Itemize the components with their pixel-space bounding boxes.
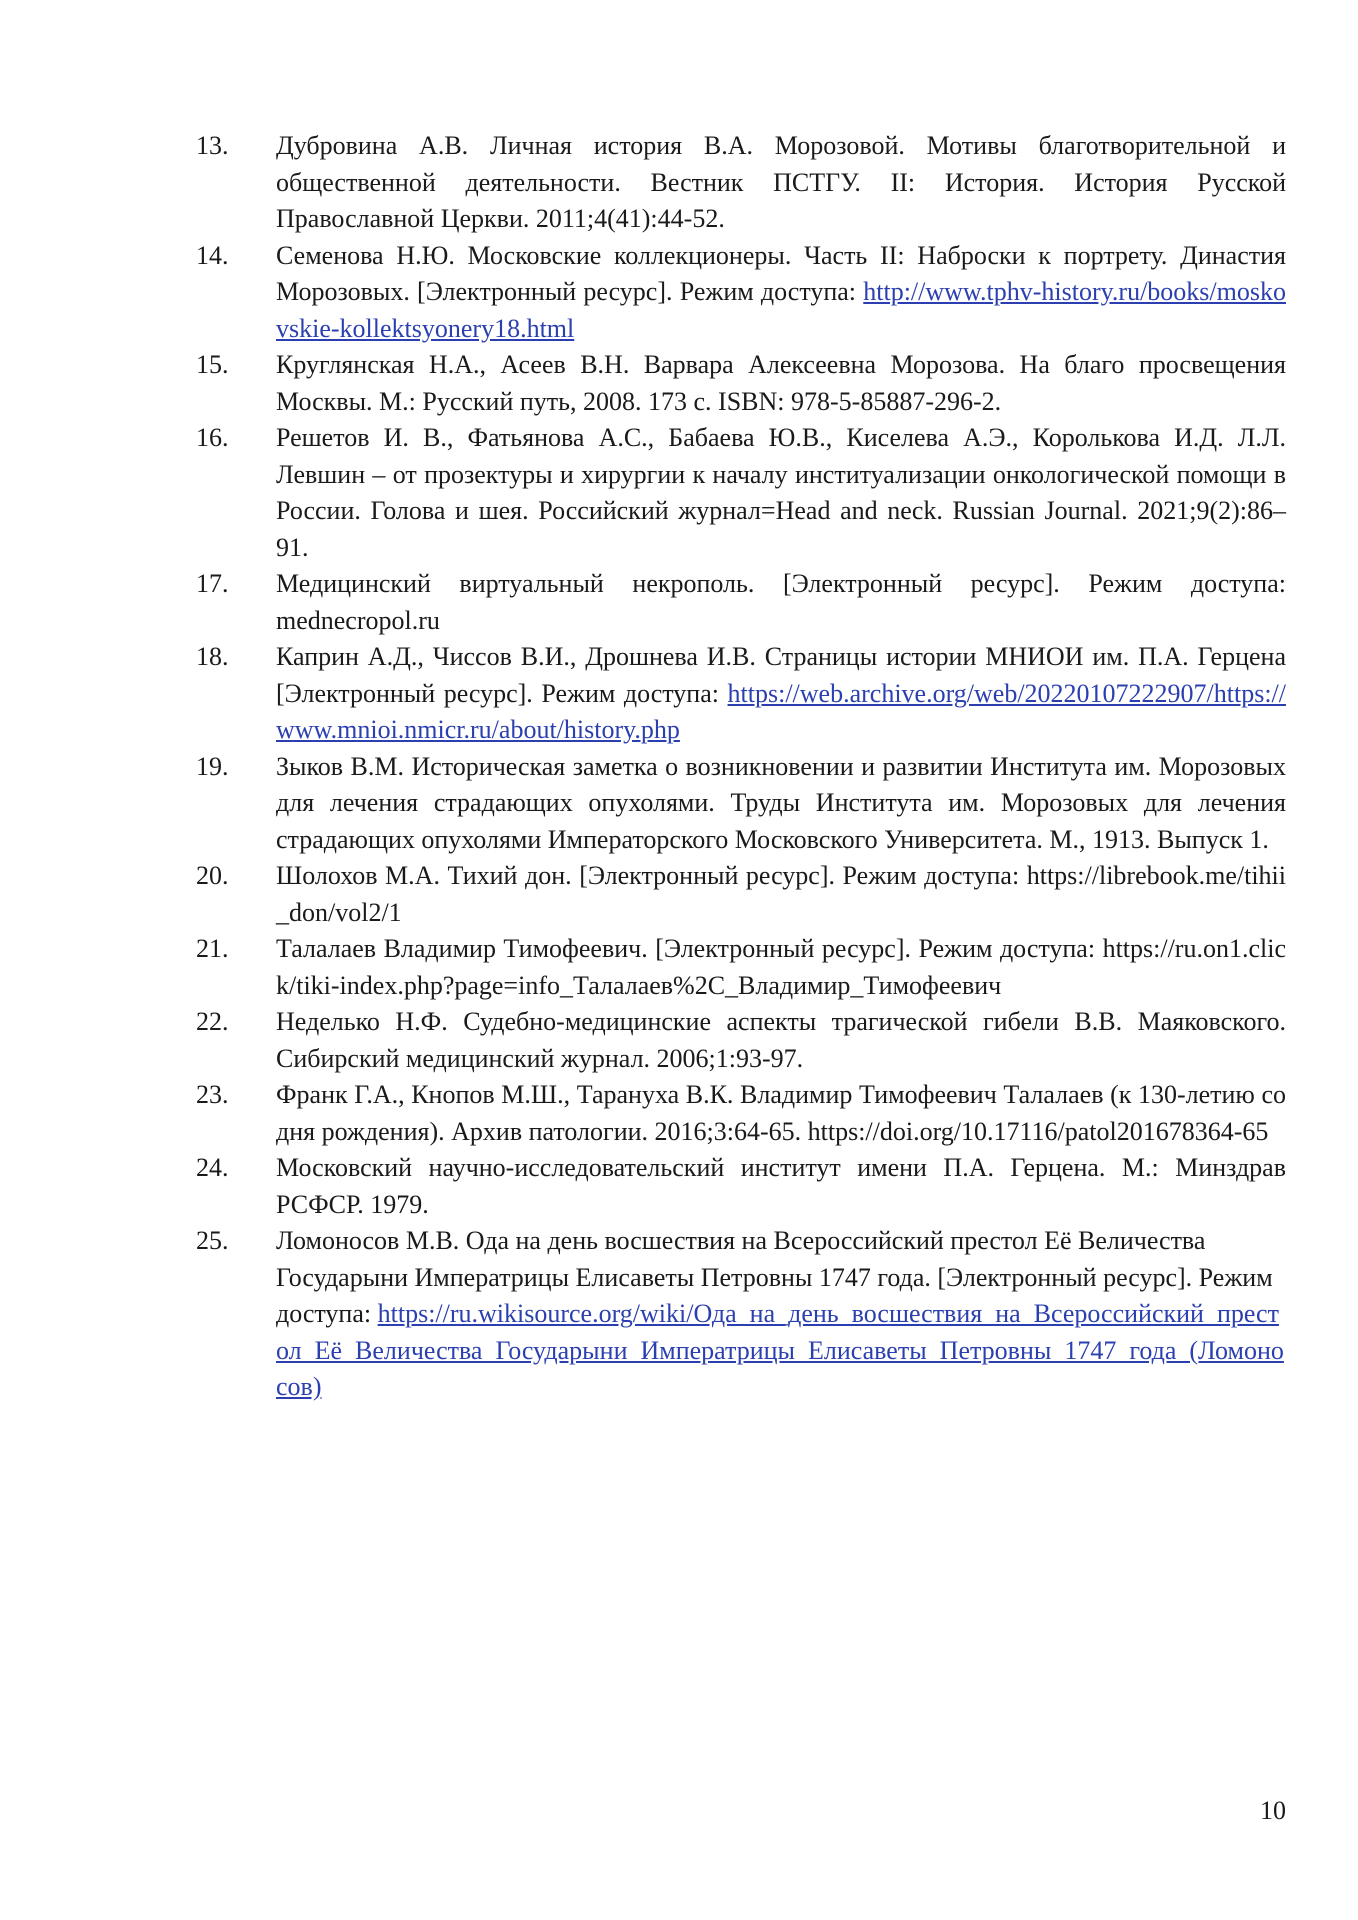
reference-text [276,749,1286,859]
reference-item [196,1223,1286,1406]
reference-item [196,639,1286,749]
reference-item [196,566,1286,639]
reference-item [196,1004,1286,1077]
reference-body: Зыков В.М. Историческая заметка о возникновении и развитии Института им. Морозовых для лечения страдающих опухолями. Труды Института им. Морозовых для лечения страдающих опухолями Императорского Московского Университета. М., 1913. Выпуск 1. [276,751,1286,854]
reference-number: 14. [196,240,229,270]
page-number: 10 [1260,1796,1286,1825]
reference-number: 17. [196,569,229,598]
reference-text [276,858,1286,931]
reference-body: Дубровина А.В. Личная история В.А. Морозовой. Мотивы благотворительной и общественной деятельности. Вестник ПСТГУ. II: История. История Русской Православной Церкви. 2011;4(41):44-52. [276,131,1286,233]
reference-body: Шолохов М.А. Тихий дон. [Электронный ресурс]. Режим доступа: https://librebook.me/tihii_don/vol2/1 [276,861,1286,927]
reference-item [196,1150,1286,1223]
reference-text [276,1004,1286,1077]
reference-item [196,858,1286,931]
reference-text [276,238,1286,348]
reference-body: Круглянская Н.А., Асеев В.Н. Варвара Алексеевна Морозова. На благо просвещения Москвы. М.: Русский путь, 2008. 173 с. ISBN: 978-5-85887-296-2. [276,350,1286,416]
reference-body: Неделько Н.Ф. Судебно-медицинские аспекты трагической гибели В.В. Маяковского. Сибирский медицинский журнал. 2006;1:93-97. [276,1007,1286,1073]
reference-item [196,128,1286,238]
reference-link[interactable]: http://www.tphv-history.ru/books/moskovskie-kollektsyonery18.html [276,277,1286,343]
reference-link[interactable]: https://ru.wikisource.org/wiki/Ода_на_день_восшествия_на_Всероссийский_престол_Её_Величества_Государыни_Императрицы_Елисаветы_Петровны_1747_года_(Ломоносов) [276,1299,1284,1401]
reference-item [196,931,1286,1004]
reference-body: Семенова Н.Ю. Московские коллекционеры. Часть II: Наброски к портрету. Династия Морозовых. [Электронный ресурс]. Режим доступа: [276,240,1286,306]
reference-number: 24. [196,1153,229,1182]
reference-number: 25. [196,1226,229,1255]
reference-number: 22. [196,1007,229,1036]
reference-item [196,420,1286,566]
reference-number: 18. [196,642,229,671]
reference-body: Франк Г.А., Кнопов М.Ш., Тарануха В.К. Владимир Тимофеевич Талалаев (к 130-летию со дня рождения). Архив патологии. 2016;3:64-65. https://doi.org/10.17116/patol201678364-65 [276,1080,1286,1146]
reference-body: Каприн А.Д., Чиссов В.И., Дрошнева И.В. Страницы истории МНИОИ им. П.А. Герцена [Электронный ресурс]. Режим доступа: [276,642,1286,708]
reference-item [196,347,1286,420]
reference-text [276,931,1286,1004]
reference-item [196,1077,1286,1150]
reference-text [276,1150,1286,1223]
reference-list [196,128,1286,1406]
reference-number: 21. [196,934,229,963]
reference-body: Московский научно-исследовательский институт имени П.А. Герцена. М.: Минздрав РСФСР. 1979. [276,1153,1286,1219]
reference-number: 23. [196,1080,229,1109]
reference-item [196,238,1286,348]
reference-body: Медицинский виртуальный некрополь. [Электронный ресурс]. Режим доступа: mednecropol.ru [276,569,1286,635]
reference-body: Ломоносов М.В. Ода на день восшествия на Всероссийский престол Её Величества Государыни Императрицы Елисаветы Петровны 1747 года. [Электронный ресурс]. Режим доступа: [276,1226,1273,1328]
reference-number: 19. [196,751,229,781]
reference-text [276,566,1286,639]
reference-number: 16. [196,423,229,452]
reference-text [276,420,1286,566]
reference-body: Талалаев Владимир Тимофеевич. [Электронный ресурс]. Режим доступа: https://ru.on1.click/tiki-index.php?page=info_Талалаев%2C_Владимир_Тимофеевич [276,934,1286,1000]
reference-text [276,128,1286,238]
reference-number: 15. [196,350,229,379]
reference-body: Решетов И. В., Фатьянова А.С., Бабаева Ю.В., Киселева А.Э., Королькова И.Д. Л.Л. Левшин – от прозектуры и хирургии к началу институализации онкологической помощи в России. Голова и шея. Российский журнал=Head and neck. Russian Journal. 2021;9(2):86–91. [276,423,1286,562]
reference-text [276,639,1286,749]
reference-text [276,347,1286,420]
reference-number: 20. [196,861,229,890]
reference-item [196,749,1286,859]
reference-number: 13. [196,131,229,160]
reference-text [276,1223,1286,1406]
reference-link[interactable]: https://web.archive.org/web/20220107222907/https://www.mnioi.nmicr.ru/about/history.php [276,678,1286,744]
reference-text [276,1077,1286,1150]
